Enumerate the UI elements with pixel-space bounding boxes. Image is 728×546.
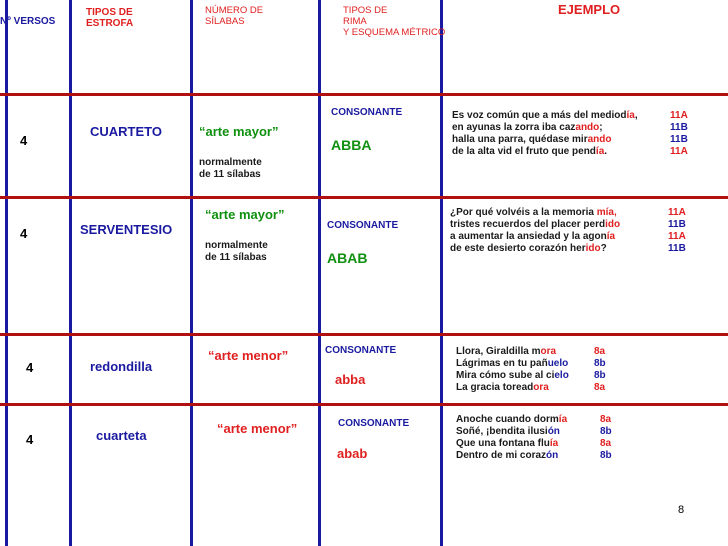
- row2-note-line1: normalmente: [205, 240, 268, 251]
- meter-code: 8a: [600, 438, 612, 449]
- verse-line: Mira cómo sube al cielo: [456, 370, 569, 381]
- row2-estrofa: SERVENTESIO: [80, 222, 173, 237]
- row1-esquema: ABBA: [331, 137, 372, 153]
- row1-arte: “arte mayor”: [199, 124, 279, 139]
- meter-code: 11A: [668, 231, 686, 242]
- meter-code: 8b: [600, 426, 612, 437]
- verse-line: Dentro de mi corazón: [456, 450, 559, 461]
- verse-line: de este desierto corazón herido?: [450, 243, 607, 254]
- column-divider-1: [5, 0, 8, 546]
- meter-code: 8a: [600, 414, 612, 425]
- row1-codes: [670, 110, 688, 158]
- row4-count: 4: [26, 432, 34, 447]
- verse-line: tristes recuerdos del placer perdido: [450, 219, 621, 230]
- verse-line: Es voz común que a más del mediodía,: [452, 110, 638, 121]
- verse-line: Anoche cuando dormía: [456, 414, 568, 425]
- verse-line: Soñé, ¡bendita ilusión: [456, 426, 560, 437]
- header-numero-silabas: [205, 5, 263, 27]
- meter-code: 8b: [600, 450, 612, 461]
- row2-example: [450, 207, 620, 255]
- row4-arte: “arte menor”: [217, 421, 298, 436]
- meter-code: 11A: [670, 110, 688, 121]
- column-divider-4: [318, 0, 321, 546]
- row4-codes: [600, 414, 612, 462]
- header-tipos-estrofa-line2: ESTROFA: [86, 18, 134, 29]
- row2-esquema: ABAB: [327, 250, 368, 266]
- row3-example: [456, 346, 569, 394]
- meter-code: 11A: [670, 146, 688, 157]
- page-number: 8: [678, 504, 685, 516]
- meter-code: 8b: [594, 370, 606, 381]
- row1-note: [199, 157, 262, 181]
- verse-line: halla una parra, quédase mirando: [452, 134, 612, 145]
- row4-example: [456, 414, 567, 462]
- row4-rima: CONSONANTE: [338, 418, 410, 429]
- header-tipos-rima: [343, 5, 445, 38]
- verse-line: Que una fontana fluía: [456, 438, 559, 449]
- meter-code: 11B: [670, 134, 688, 145]
- column-divider-2: [69, 0, 72, 546]
- row3-esquema: abba: [335, 372, 366, 387]
- row2-note: [205, 240, 268, 264]
- row2-codes: [668, 207, 686, 255]
- row-divider-1: [0, 93, 728, 96]
- row2-rima: CONSONANTE: [327, 220, 399, 231]
- row-divider-2: [0, 196, 728, 199]
- row3-arte: “arte menor”: [208, 348, 289, 363]
- meter-code: 8a: [594, 346, 606, 357]
- verse-line: Llora, Giraldilla mora: [456, 346, 557, 357]
- row2-arte: “arte mayor”: [205, 207, 285, 222]
- header-numero-silabas-line1: NÚMERO DE: [205, 5, 264, 16]
- row3-codes: [594, 346, 606, 394]
- row1-example: [452, 110, 638, 158]
- row1-note-line2: de 11 sílabas: [199, 169, 261, 180]
- row1-estrofa: CUARTETO: [90, 124, 162, 139]
- row3-count: 4: [26, 360, 34, 375]
- meter-code: 11B: [668, 243, 686, 254]
- meter-code: 11A: [668, 207, 686, 218]
- verse-line: ¿Por qué volvéis a la memoria mía,: [450, 207, 617, 218]
- verse-line: a aumentar la ansiedad y la agonía: [450, 231, 616, 242]
- header-ejemplo: EJEMPLO: [558, 2, 621, 17]
- row3-estrofa: redondilla: [90, 359, 153, 374]
- header-n-versos: Nº VERSOS: [0, 16, 56, 27]
- row4-estrofa: cuarteta: [96, 428, 147, 443]
- row2-count: 4: [20, 226, 28, 241]
- row-divider-3: [0, 333, 728, 336]
- row-divider-4: [0, 403, 728, 406]
- meter-code: 11B: [668, 219, 686, 230]
- header-numero-silabas-line2: SÍLABAS: [205, 16, 245, 27]
- row1-note-line1: normalmente: [199, 157, 262, 168]
- meter-code: 11B: [670, 122, 688, 133]
- verse-line: La gracia toreadora: [456, 382, 549, 393]
- header-tipos-rima-line1: TIPOS DE: [343, 5, 388, 16]
- row1-rima: CONSONANTE: [331, 107, 403, 118]
- verse-line: de la alta vid el fruto que pendía.: [452, 146, 608, 157]
- header-tipos-estrofa-line1: TIPOS DE: [86, 7, 133, 18]
- row3-rima: CONSONANTE: [325, 345, 397, 356]
- column-divider-5: [440, 0, 443, 546]
- meter-code: 8b: [594, 358, 606, 369]
- header-tipos-rima-line2: RIMA: [343, 16, 367, 27]
- column-divider-3: [190, 0, 193, 546]
- row2-note-line2: de 11 sílabas: [205, 252, 267, 263]
- row1-count: 4: [20, 133, 28, 148]
- verse-line: en ayunas la zorra iba cazando;: [452, 122, 603, 133]
- verse-line: Lágrimas en tu pañuelo: [456, 358, 569, 369]
- row4-esquema: abab: [337, 446, 368, 461]
- meter-code: 8a: [594, 382, 606, 393]
- header-tipos-estrofa: [86, 7, 133, 29]
- header-tipos-rima-line3: Y ESQUEMA MÉTRICO: [343, 27, 446, 38]
